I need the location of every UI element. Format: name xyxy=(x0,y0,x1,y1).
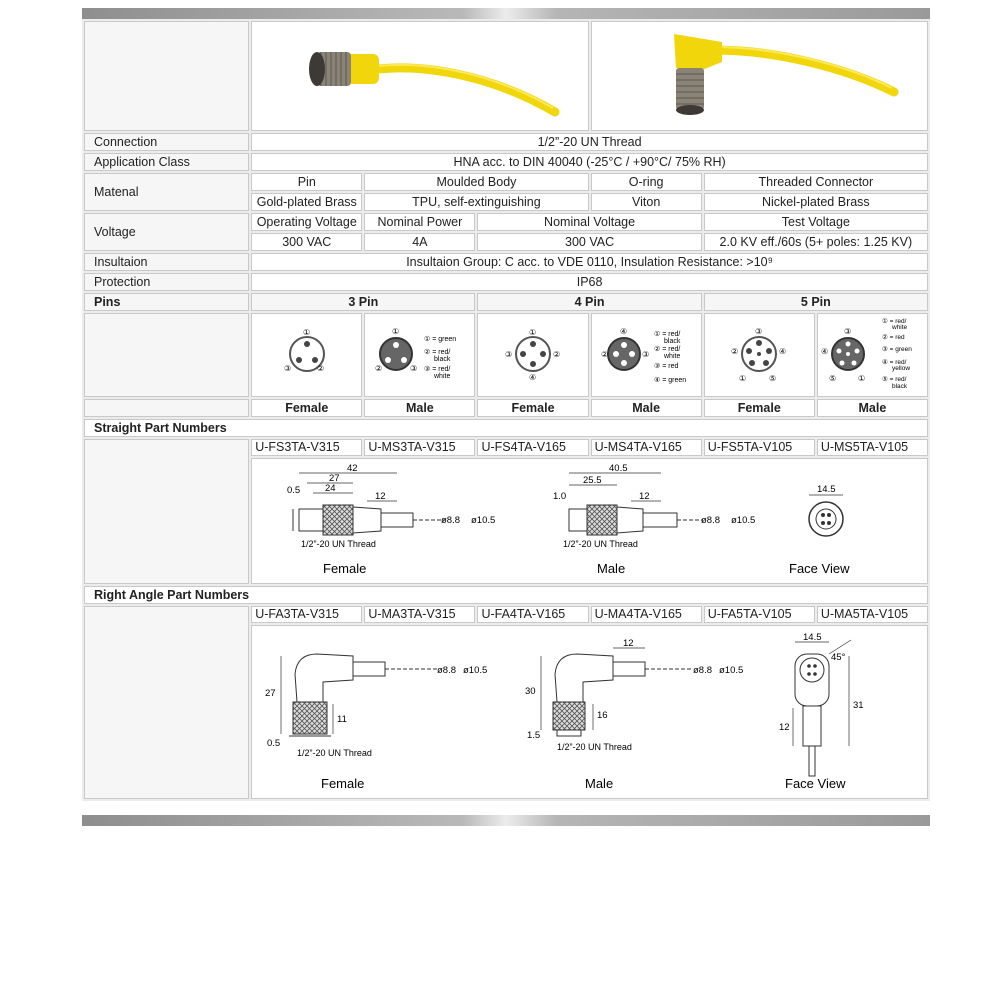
svg-text:1.0: 1.0 xyxy=(552,491,566,502)
svg-text:③ = red: ③ = red xyxy=(654,363,679,370)
application-class-value: HNA acc. to DIN 40040 (-25°C / +90°C/ 75% RH) xyxy=(251,153,928,171)
pin-diagram-4-female xyxy=(477,313,588,397)
pin-diagram-4-male xyxy=(591,313,702,397)
svg-text:⑤: ⑤ xyxy=(769,374,777,383)
svg-text:0.5: 0.5 xyxy=(286,485,300,496)
pin-diagram-5-male xyxy=(817,313,928,397)
voltage-header-power: Nominal Power xyxy=(364,213,475,231)
pin-diagram-5-female xyxy=(704,313,815,397)
svg-text:①: ① xyxy=(858,374,866,383)
voltage-header-operating: Operating Voltage xyxy=(251,213,362,231)
pin-diagram-3-female xyxy=(251,313,362,397)
svg-text:③: ③ xyxy=(844,327,852,336)
gender-4-male: Male xyxy=(591,399,702,417)
straight-label-cell xyxy=(84,439,249,584)
bottom-bar xyxy=(82,815,930,826)
voltage-value-operating: 300 VAC xyxy=(251,233,362,251)
svg-text:30: 30 xyxy=(524,686,536,697)
top-bar xyxy=(82,8,930,19)
pins-label: Pins xyxy=(84,293,249,311)
svg-text:③: ③ xyxy=(505,350,513,359)
svg-text:ø10.5: ø10.5 xyxy=(462,665,487,676)
svg-text:① = red/: ① = red/ xyxy=(882,318,907,325)
svg-text:24: 24 xyxy=(324,483,336,494)
material-value-body: TPU, self-extinguishing xyxy=(364,193,588,211)
straight-part-number: U-FS3TA-V315 xyxy=(251,439,362,456)
straight-connector-photo xyxy=(251,21,588,131)
svg-text:1/2”-20 UN Thread: 1/2”-20 UN Thread xyxy=(300,539,376,549)
voltage-value-nominal: 300 VAC xyxy=(477,233,701,251)
svg-text:yellow: yellow xyxy=(892,365,911,372)
svg-text:①: ① xyxy=(529,328,537,337)
material-header-pin: Pin xyxy=(251,173,362,191)
material-value-oring: Viton xyxy=(591,193,702,211)
straight-drawings xyxy=(251,458,928,584)
right-angle-part-number: U-FA4TA-V165 xyxy=(477,606,588,623)
svg-text:④: ④ xyxy=(779,347,787,356)
straight-male-drawing xyxy=(553,463,755,576)
voltage-value-power: 4A xyxy=(364,233,475,251)
voltage-header-test: Test Voltage xyxy=(704,213,928,231)
spec-table xyxy=(82,19,930,801)
svg-text:1/2”-20 UN Thread: 1/2”-20 UN Thread xyxy=(556,742,632,752)
straight-part-number: U-MS4TA-V165 xyxy=(591,439,702,456)
right-angle-face-caption: Face View xyxy=(784,776,846,791)
svg-text:④ = green: ④ = green xyxy=(654,377,687,384)
svg-text:white: white xyxy=(433,373,451,380)
straight-part-number: U-FS4TA-V165 xyxy=(477,439,588,456)
protection-value: IP68 xyxy=(251,273,928,291)
svg-text:③: ③ xyxy=(283,364,291,373)
svg-text:ø8.8: ø8.8 xyxy=(436,665,456,676)
connection-value: 1/2”-20 UN Thread xyxy=(251,133,928,151)
voltage-value-test: 2.0 KV eff./60s (5+ poles: 1.25 KV) xyxy=(704,233,928,251)
svg-text:31: 31 xyxy=(852,700,864,711)
spec-sheet xyxy=(82,8,930,826)
material-header-body: Moulded Body xyxy=(364,173,588,191)
svg-text:11: 11 xyxy=(336,714,347,725)
svg-text:②: ② xyxy=(601,350,609,359)
svg-text:②: ② xyxy=(316,364,324,373)
pins-group-4: 4 Pin xyxy=(477,293,701,311)
right-angle-part-number: U-FA5TA-V105 xyxy=(704,606,815,623)
right-angle-part-number: U-MA5TA-V105 xyxy=(817,606,928,623)
svg-text:③: ③ xyxy=(755,327,763,336)
svg-text:40.5: 40.5 xyxy=(608,463,628,474)
right-angle-face-view xyxy=(779,632,864,791)
material-label: Matenal xyxy=(84,173,249,211)
photo-label-cell xyxy=(84,21,249,131)
svg-text:ø10.5: ø10.5 xyxy=(718,665,743,676)
svg-text:①: ① xyxy=(302,328,310,337)
svg-text:27: 27 xyxy=(328,473,340,484)
svg-text:12: 12 xyxy=(622,638,634,649)
material-value-connector: Nickel-plated Brass xyxy=(704,193,928,211)
svg-text:③ = red/: ③ = red/ xyxy=(423,366,451,373)
gender-3-female: Female xyxy=(251,399,362,417)
svg-text:25.5: 25.5 xyxy=(582,475,602,486)
right-angle-male-caption: Male xyxy=(584,776,613,791)
right-angle-part-number: U-MA3TA-V315 xyxy=(364,606,475,623)
right-angle-female-drawing xyxy=(265,654,487,791)
protection-label: Protection xyxy=(84,273,249,291)
svg-text:black: black xyxy=(433,356,451,363)
pin-diagram-label-cell xyxy=(84,313,249,397)
svg-text:45°: 45° xyxy=(830,652,845,663)
material-value-pin: Gold-plated Brass xyxy=(251,193,362,211)
svg-text:black: black xyxy=(892,383,908,390)
right-angle-male-drawing xyxy=(525,638,743,791)
svg-text:12: 12 xyxy=(374,491,386,502)
svg-text:16: 16 xyxy=(596,710,608,721)
right-angle-drawings xyxy=(251,625,928,799)
svg-text:42: 42 xyxy=(346,463,358,474)
insulation-label: Insultaion xyxy=(84,253,249,271)
svg-text:ø10.5: ø10.5 xyxy=(730,515,755,526)
svg-text:④: ④ xyxy=(821,347,829,356)
straight-male-caption: Male xyxy=(596,561,625,576)
angled-connector-photo xyxy=(591,21,928,131)
straight-face-view xyxy=(789,484,850,576)
svg-text:12: 12 xyxy=(638,491,650,502)
voltage-label: Voltage xyxy=(84,213,249,251)
svg-text:0.5: 0.5 xyxy=(266,738,280,749)
gender-5-female: Female xyxy=(704,399,815,417)
material-header-connector: Threaded Connector xyxy=(704,173,928,191)
pins-group-5: 5 Pin xyxy=(704,293,928,311)
svg-text:④ = red/: ④ = red/ xyxy=(882,359,907,366)
svg-text:②: ② xyxy=(374,364,383,373)
gender-5-male: Male xyxy=(817,399,928,417)
svg-text:② = red/: ② = red/ xyxy=(423,349,451,356)
svg-text:② = red: ② = red xyxy=(882,334,906,341)
straight-section-title: Straight Part Numbers xyxy=(84,419,928,437)
right-angle-label-cell xyxy=(84,606,249,799)
straight-part-number: U-MS5TA-V105 xyxy=(817,439,928,456)
straight-part-number: U-MS3TA-V315 xyxy=(364,439,475,456)
straight-female-caption: Female xyxy=(322,561,366,576)
svg-text:④: ④ xyxy=(529,373,537,382)
svg-text:12: 12 xyxy=(778,722,790,733)
svg-text:1/2”-20 UN Thread: 1/2”-20 UN Thread xyxy=(296,748,372,758)
svg-text:14.5: 14.5 xyxy=(802,632,822,643)
svg-text:1.5: 1.5 xyxy=(526,730,540,741)
application-class-label: Application Class xyxy=(84,153,249,171)
right-angle-part-number: U-FA3TA-V315 xyxy=(251,606,362,623)
svg-text:⑤: ⑤ xyxy=(829,374,837,383)
voltage-header-nominal: Nominal Voltage xyxy=(477,213,701,231)
svg-text:② = red/: ② = red/ xyxy=(654,346,681,353)
pin-diagram-3-male xyxy=(364,313,475,397)
svg-text:①: ① xyxy=(739,374,747,383)
svg-text:white: white xyxy=(664,353,681,360)
svg-text:ø8.8: ø8.8 xyxy=(440,515,460,526)
straight-female-drawing xyxy=(287,463,495,576)
svg-text:②: ② xyxy=(731,347,739,356)
insulation-value: Insultaion Group: C acc. to VDE 0110, Insulation Resistance: >10⁹ xyxy=(251,253,928,271)
material-header-oring: O-ring xyxy=(591,173,702,191)
svg-text:①: ① xyxy=(391,327,400,336)
connection-label: Connection xyxy=(84,133,249,151)
straight-part-number: U-FS5TA-V105 xyxy=(704,439,815,456)
svg-text:③: ③ xyxy=(409,364,418,373)
svg-text:⑤ = red/: ⑤ = red/ xyxy=(882,376,907,383)
gender-label-cell xyxy=(84,399,249,417)
svg-text:③ = green: ③ = green xyxy=(882,346,913,353)
svg-text:④: ④ xyxy=(620,327,628,336)
svg-text:ø8.8: ø8.8 xyxy=(700,515,720,526)
svg-text:ø8.8: ø8.8 xyxy=(692,665,712,676)
svg-text:27: 27 xyxy=(264,688,276,699)
svg-text:① = red/: ① = red/ xyxy=(654,331,681,338)
right-angle-section-title: Right Angle Part Numbers xyxy=(84,586,928,604)
right-angle-female-caption: Female xyxy=(320,776,364,791)
svg-text:ø10.5: ø10.5 xyxy=(470,515,495,526)
straight-face-caption: Face View xyxy=(788,561,850,576)
gender-3-male: Male xyxy=(364,399,475,417)
svg-text:1/2”-20 UN Thread: 1/2”-20 UN Thread xyxy=(562,539,638,549)
gender-4-female: Female xyxy=(477,399,588,417)
pins-group-3: 3 Pin xyxy=(251,293,475,311)
svg-text:① = green: ① = green xyxy=(423,336,457,343)
svg-text:14.5: 14.5 xyxy=(816,484,836,495)
right-angle-part-number: U-MA4TA-V165 xyxy=(591,606,702,623)
svg-text:②: ② xyxy=(553,350,561,359)
svg-text:white: white xyxy=(892,324,908,331)
svg-text:③: ③ xyxy=(642,350,650,359)
svg-text:black: black xyxy=(664,338,681,345)
